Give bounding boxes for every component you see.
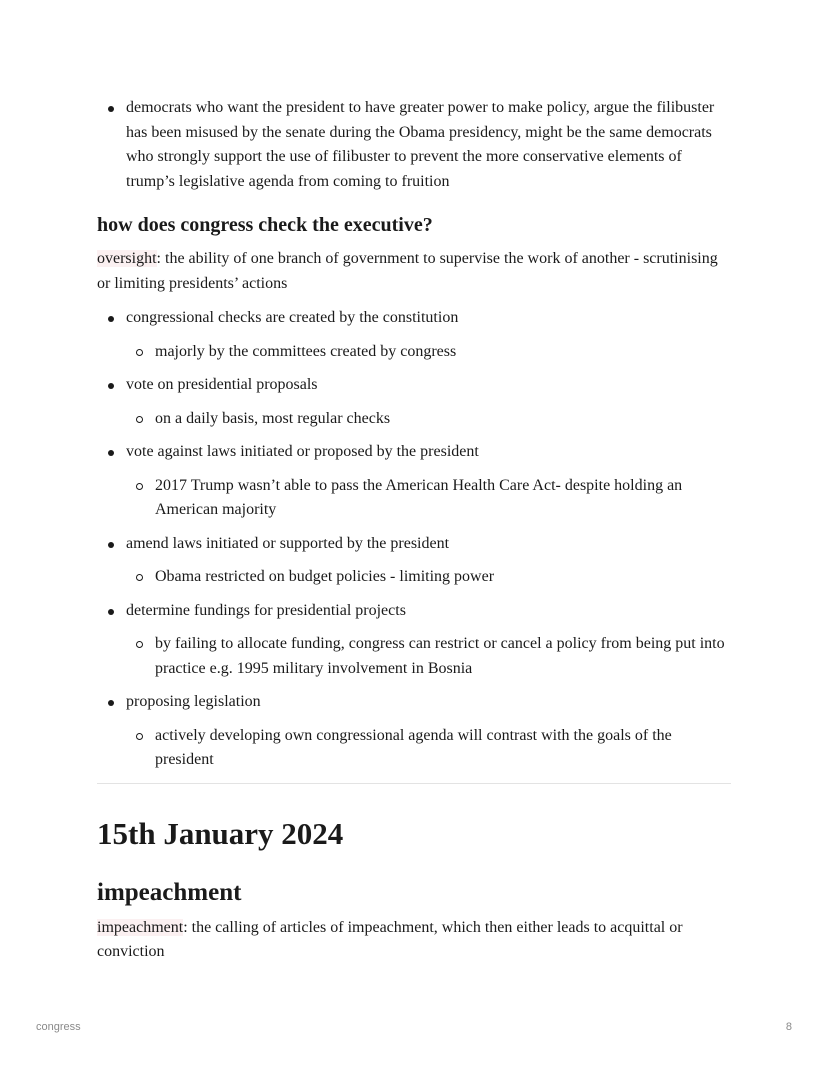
definition-text: : the calling of articles of impeachment, which then either leads to acquittal or conviction xyxy=(97,918,683,960)
list-item xyxy=(97,306,731,364)
sub-list-item xyxy=(126,474,731,523)
page-number: 8 xyxy=(785,1021,792,1033)
definition-text: : the ability of one branch of government to supervise the work of another - scrutinising or limiting presidents’ actions xyxy=(97,250,718,292)
list-item-text: determine fundings for presidential projects xyxy=(126,601,406,619)
checks-list xyxy=(97,306,731,773)
list-item xyxy=(97,599,731,682)
footer-title: congress xyxy=(36,1021,81,1033)
intro-list xyxy=(97,96,731,194)
impeachment-heading: impeachment xyxy=(97,878,242,906)
sub-list-item-text: by failing to allocate funding, congress can restrict or cancel a policy from being put into practice e.g. 1995 military involvement in Bosnia xyxy=(155,635,725,677)
list-item xyxy=(97,373,731,431)
sub-list-item-text: on a daily basis, most regular checks xyxy=(155,409,391,427)
sub-list-item-text: actively developing own congressional agenda will contrast with the goals of the president xyxy=(155,726,672,768)
sub-list-item xyxy=(126,340,731,365)
list-item-text: vote against laws initiated or proposed by the president xyxy=(126,443,479,460)
sub-list-item-text: 2017 Trump wasn’t able to pass the American Health Care Act- despite holding an American majority xyxy=(155,476,683,518)
page-content xyxy=(97,96,731,965)
list-item-text: democrats who want the president to have greater power to make policy, argue the filibuster has been misused by the senate during the Obama presidency, might be the same democrats who strongly support the use of filibuster to prevent the more conservative elements of trump’s legislative agenda from coming to fruition xyxy=(126,99,715,190)
list-item-text: vote on presidential proposals xyxy=(126,376,318,393)
list-item xyxy=(97,690,731,773)
list-item xyxy=(97,96,731,194)
date-heading: 15th January 2024 xyxy=(97,815,344,851)
sub-list-item-text: Obama restricted on budget policies - limiting power xyxy=(155,568,495,585)
list-item-text: amend laws initiated or supported by the president xyxy=(126,534,450,552)
oversight-definition xyxy=(97,247,731,296)
list-item xyxy=(97,440,731,523)
impeachment-definition xyxy=(97,916,731,965)
list-item-text: congressional checks are created by the constitution xyxy=(126,309,459,326)
definition-term: impeachment xyxy=(97,918,184,936)
sub-list-item xyxy=(126,565,731,590)
sub-list-item-text: majorly by the committees created by congress xyxy=(155,342,457,360)
section-heading: how does congress check the executive? xyxy=(97,214,433,236)
list-item xyxy=(97,532,731,590)
sub-list-item xyxy=(126,632,731,681)
sub-list-item xyxy=(126,407,731,432)
sub-list-item xyxy=(126,724,731,773)
definition-term: oversight xyxy=(97,250,157,267)
divider xyxy=(97,783,731,784)
list-item-text: proposing legislation xyxy=(126,693,261,710)
